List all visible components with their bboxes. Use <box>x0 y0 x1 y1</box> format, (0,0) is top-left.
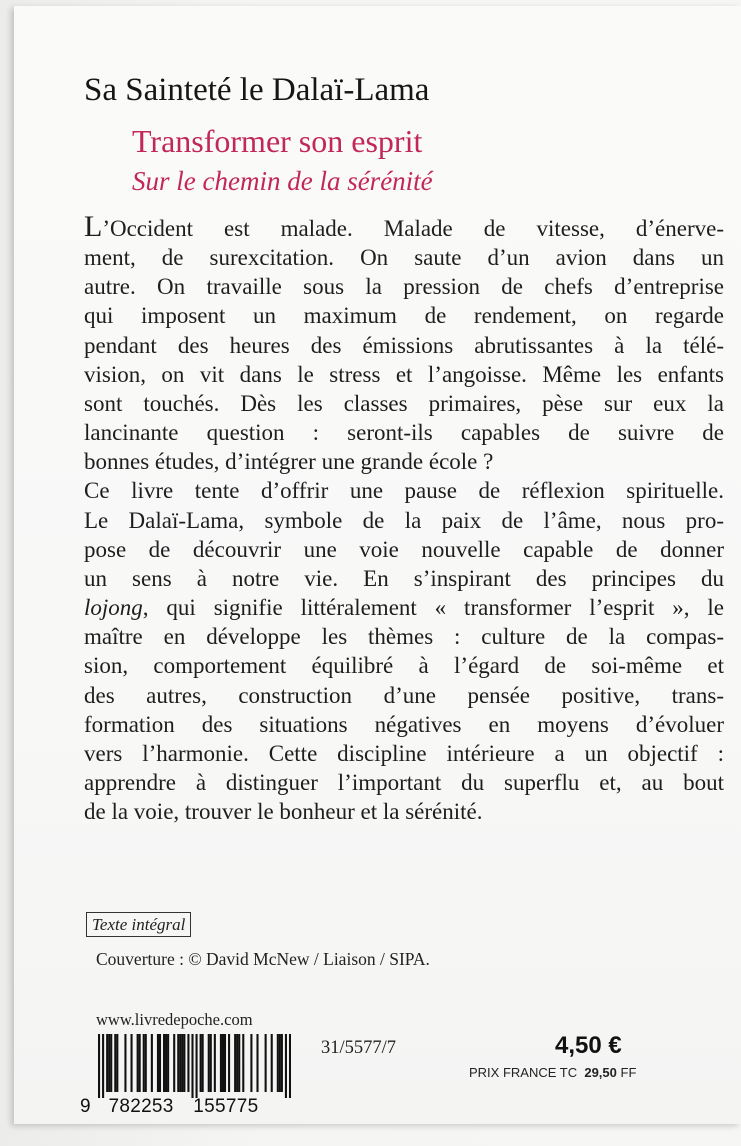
barcode-bar <box>196 1034 198 1098</box>
blurb-line: apprendre à distinguer l’important du superflu et, au bout <box>84 769 724 795</box>
blurb-line: des autres, construction d’une pensée positive, trans- <box>84 682 724 708</box>
blurb-line: vision, on vit dans le stress et l’angoisse. Même les enfants <box>84 361 724 387</box>
catalog-code: 31/5577/7 <box>321 1038 397 1058</box>
barcode-bar <box>114 1034 116 1092</box>
barcode-bar <box>289 1034 291 1098</box>
barcode-bar <box>187 1034 189 1092</box>
barcode-bar <box>143 1034 145 1092</box>
barcode-bar <box>173 1034 175 1092</box>
barcode-bar <box>191 1034 193 1098</box>
barcode-right-group: 155775 <box>193 1096 259 1117</box>
blurb-line: lancinante question : seront-ils capables de suivre de <box>84 420 724 446</box>
full-text-badge: Texte intégral <box>86 912 191 937</box>
barcode-bar <box>159 1034 161 1092</box>
barcode-bar <box>177 1034 179 1092</box>
price-ff-unit: FF <box>620 1065 637 1080</box>
barcode-bar <box>250 1034 252 1092</box>
barcode-first-digit: 9 <box>80 1096 91 1117</box>
publisher-website: www.livredepoche.com <box>96 1010 253 1029</box>
barcode-left-group: 782253 <box>108 1096 174 1117</box>
price-ff-label: PRIX FRANCE TC <box>469 1065 578 1080</box>
book-title: Transformer son esprit <box>132 123 423 159</box>
barcode-bar <box>236 1034 238 1092</box>
barcode-bar <box>222 1034 224 1092</box>
barcode-bar <box>228 1034 230 1092</box>
barcode-bar <box>224 1034 226 1092</box>
barcode-bar <box>208 1034 210 1092</box>
price-france-francs <box>469 1065 636 1080</box>
barcode-bar <box>238 1034 240 1092</box>
blurb-line: autre. On travaille sous la pression de chefs d’entreprise <box>84 274 724 300</box>
book-back-cover <box>14 6 741 1124</box>
barcode-bar <box>124 1034 126 1092</box>
barcode-bar <box>256 1034 258 1092</box>
price-euro: 4,50 € <box>555 1032 622 1059</box>
drop-cap: L <box>84 210 103 243</box>
barcode-bar <box>102 1034 104 1098</box>
barcode-bar <box>131 1034 133 1092</box>
barcode-bar <box>183 1034 185 1092</box>
barcode-bar <box>116 1034 118 1092</box>
blurb-line: formation des situations négatives en moyens d’évoluer <box>84 711 724 737</box>
blurb-line: ment, de surexcitation. On saute d’un avion dans un <box>84 245 724 271</box>
barcode-bar <box>106 1034 108 1092</box>
barcode-bar <box>157 1034 159 1092</box>
blurb-line: sion, comportement équilibré à l’égard de soi-même et <box>84 653 724 679</box>
barcode-bar <box>137 1034 139 1092</box>
barcode-bar <box>281 1034 283 1092</box>
barcode-bar <box>145 1034 147 1092</box>
barcode-bar <box>285 1034 287 1098</box>
book-subtitle: Sur le chemin de la sérénité <box>132 166 433 196</box>
blurb-line: pendant des heures des émissions abrutissantes à la télé- <box>84 332 724 358</box>
blurb-line: Ce livre tente d’offrir une pause de réflexion spirituelle. <box>84 478 724 504</box>
price-ff-value: 29,50 <box>584 1065 617 1080</box>
blurb-line: maître en développe les thèmes : culture de la compas- <box>84 624 724 650</box>
barcode-bar <box>214 1034 216 1092</box>
barcode-bar <box>202 1034 204 1092</box>
barcode-bar <box>139 1034 141 1092</box>
blurb-line: Le Dalaï-Lama, symbole de la paix de l’âme, nous pro- <box>84 507 724 533</box>
barcode-bar <box>151 1034 153 1092</box>
barcode-bar <box>165 1034 167 1092</box>
barcode-bar <box>234 1034 236 1092</box>
barcode-bar <box>220 1034 222 1092</box>
barcode-bar <box>179 1034 181 1092</box>
barcode-bar <box>98 1034 100 1098</box>
barcode-bar <box>110 1034 112 1092</box>
barcode-bar <box>181 1034 183 1092</box>
blurb-line: L’Occident est malade. Malade de vitesse, d’énerve- <box>84 210 724 243</box>
barcode-digits <box>80 1096 258 1118</box>
blurb-line: un sens à notre vie. En s’inspirant des principes du <box>84 565 724 591</box>
cover-credit: Couverture : © David McNew / Liaison / SIPA. <box>96 949 430 969</box>
barcode <box>98 1034 291 1098</box>
blurb-line: de la voie, trouver le bonheur et la sérénité. <box>84 799 483 825</box>
blurb-line: vers l’harmonie. Cette discipline intérieure a un objectif : <box>84 740 724 766</box>
barcode-bar <box>167 1034 169 1092</box>
barcode-bar <box>108 1034 110 1092</box>
barcode-bar <box>265 1034 267 1092</box>
barcode-bar <box>279 1034 281 1092</box>
barcode-bar <box>163 1034 165 1092</box>
barcode-bar <box>242 1034 244 1092</box>
blurb-text <box>84 212 724 826</box>
blurb-line: pose de découvrir une voie nouvelle capable de donner <box>84 536 724 562</box>
blurb-line: sont touchés. Dès les classes primaires, pèse sur eux la <box>84 390 724 416</box>
blurb-line: qui imposent un maximum de rendement, on regarde <box>84 303 724 329</box>
lojong-term: lojong <box>84 595 143 621</box>
barcode-bar <box>277 1034 279 1092</box>
barcode-bar <box>200 1034 202 1092</box>
author-name: Sa Sainteté le Dalaï-Lama <box>84 72 430 108</box>
blurb-line: lojong, qui signifie littéralement « transformer l’esprit », le <box>84 595 724 621</box>
barcode-bar <box>271 1034 273 1092</box>
barcode-bar <box>210 1034 212 1092</box>
blurb-line: bonnes études, d’intégrer une grande école ? <box>84 449 494 475</box>
